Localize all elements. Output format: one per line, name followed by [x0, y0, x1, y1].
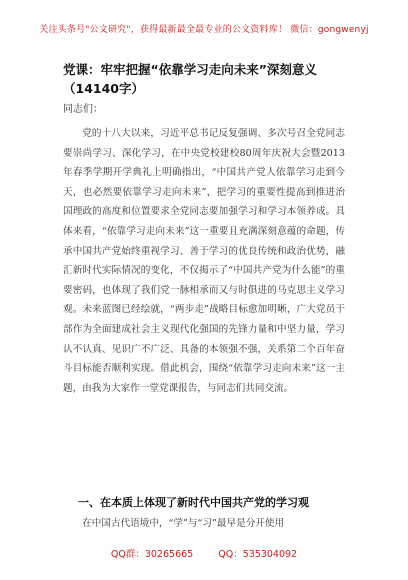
section-heading: 一、在本质上体现了新时代中国共产党的学习观 [78, 496, 309, 509]
greeting: 同志们： [63, 104, 103, 115]
footer-qq: QQ：535304092 [218, 549, 298, 560]
paragraph-1: 党的十八大以来，习近平总书记反复强调、多次号召全党同志要崇尚学习、深化学习，在中央党校建校80周年庆祝大会暨2013年春季学期开学典礼上明确指出，“中国共产党人依靠学习走到今天，也必然要依靠学习走向未来”，把学习的重要性提高到推进治国理政的高度和位置要求全党同志要加强学习和学习本领养成。具体来看，“依靠学习走向未来”这一重要且充满深刻意蕴的命题，传承中国共产党始终重视学习、善于学习的优良传统和政治优势，融汇新时代实际情况的变化，不仅揭示了“中国共产党为什么能”的重要密码，也体现了我们党一脉相承而又与时俱进的马克思主义学习观。未来蓝图已经绘就，“两步走”战略目标愈加明晰，广大党员干部作为全面建成社会主义现代化强国的先锋力量和中坚力量，学习认不认真、见识广不广泛、具备的本领强不强，关系第二个百年奋斗目标能否顺利实现。借此机会，围绕“依靠学习走向未来”这一主题，由我为大家作一堂党课报告，与同志们共同交流。 [63, 128, 345, 394]
document-title: 党课：牢牢把握“依靠学习走向未来”深刻意义（14140字） [63, 62, 317, 96]
footer-qq-group: QQ群：30265665 [110, 549, 194, 560]
paragraph-2: 在中国古代语境中，“学”与“习”最早是分开使用 [82, 518, 285, 529]
footer-contact [0, 546, 408, 560]
header-banner: 关注头条号"公文研究"，获得最新最全最专业的公文资料库！ 微信：gongwenyj [39, 25, 369, 35]
